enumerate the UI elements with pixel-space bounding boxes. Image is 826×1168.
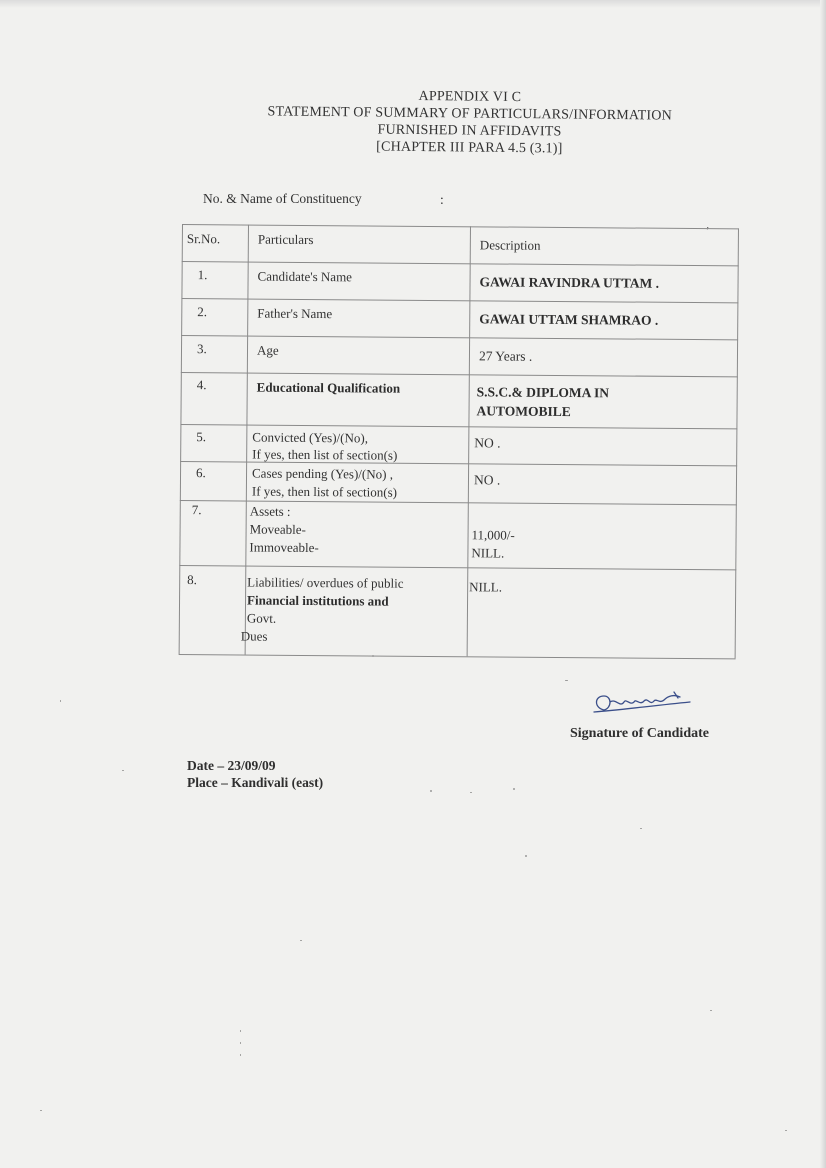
scan-speck — [240, 1042, 241, 1044]
scan-edge-right — [820, 0, 826, 1168]
particular-label: Father's Name — [257, 305, 333, 322]
particular-label: Educational Qualification — [256, 379, 401, 396]
scan-speck — [40, 1110, 42, 1111]
scan-speck — [300, 940, 302, 941]
constituency-label: No. & Name of Constituency — [203, 191, 362, 206]
scan-speck — [565, 680, 568, 681]
particular-label: Immoveable- — [249, 539, 319, 556]
moveable-assets-value: 11,000/- — [471, 527, 515, 543]
sr-number: 5. — [196, 429, 207, 445]
scan-speck — [60, 700, 61, 702]
particular-label: Age — [256, 342, 279, 358]
scan-speck — [785, 1130, 787, 1131]
sr-number: 2. — [197, 304, 208, 320]
header-sr-no: Sr.No. — [186, 231, 221, 247]
scan-speck — [430, 790, 432, 792]
heading-appendix: APPENDIX VI C — [418, 88, 522, 106]
particular-label: Govt. — [246, 610, 277, 626]
particular-label: Convicted (Yes)/(No), — [252, 429, 369, 446]
father-name-value: GAWAI UTTAM SHAMRAO . — [479, 311, 659, 328]
footer-block — [187, 757, 323, 791]
age-value: 27 Years . — [478, 348, 533, 364]
qualification-value-line2: AUTOMOBILE — [476, 403, 571, 420]
scan-speck — [640, 828, 642, 829]
heading-chapter: [CHAPTER III PARA 4.5 (3.1)] — [376, 139, 563, 157]
sr-number: 8. — [187, 572, 198, 588]
scan-speck — [372, 655, 374, 657]
date-text: Date – 23/09/09 — [187, 758, 276, 773]
scan-speck — [470, 792, 472, 793]
heading-statement: STATEMENT OF SUMMARY OF PARTICULARS/INFORMATION — [267, 104, 673, 124]
particular-label: Dues — [240, 628, 268, 644]
liabilities-value: NILL. — [469, 579, 503, 595]
scan-speck — [513, 788, 515, 790]
particular-label: Cases pending (Yes)/(No) , — [251, 465, 394, 482]
sr-number: 6. — [195, 465, 206, 481]
candidate-signature — [590, 688, 700, 718]
constituency-field — [203, 191, 444, 207]
signature-label: Signature of Candidate — [570, 726, 709, 741]
scan-speck — [525, 855, 527, 857]
constituency-colon: : — [440, 192, 444, 207]
particular-label: Moveable- — [249, 521, 306, 537]
particular-label: Assets : — [249, 503, 291, 519]
document-heading — [229, 86, 710, 159]
sr-number: 7. — [191, 502, 202, 518]
particular-label: If yes, then list of section(s) — [251, 483, 398, 500]
particular-label: Liabilities/ overdues of public — [247, 574, 404, 591]
particular-label: Candidate's Name — [257, 268, 353, 285]
convicted-value: NO . — [474, 435, 501, 451]
heading-furnished: FURNISHED IN AFFIDAVITS — [377, 122, 562, 140]
sr-number: 3. — [196, 341, 207, 357]
immoveable-assets-value: NILL. — [471, 545, 505, 561]
scan-edge-top — [0, 0, 826, 8]
particulars-table — [179, 224, 739, 658]
scan-speck — [240, 1054, 241, 1056]
sr-number: 1. — [197, 267, 208, 283]
sr-number: 4. — [196, 377, 207, 393]
candidate-name-value: GAWAI RAVINDRA UTTAM . — [479, 274, 660, 291]
scan-speck — [240, 1030, 241, 1032]
cases-pending-value: NO . — [473, 472, 501, 488]
header-particulars: Particulars — [257, 231, 314, 248]
header-description: Description — [479, 237, 541, 253]
scan-speck — [122, 770, 124, 771]
scan-speck — [710, 1010, 712, 1011]
particular-label: If yes, then list of section(s) — [252, 446, 398, 463]
particular-label: Financial institutions and — [246, 592, 389, 609]
stray-mark: ’ — [706, 226, 710, 237]
qualification-value-line1: S.S.C.& DIPLOMA IN — [476, 384, 610, 401]
place-text: Place – Kandivali (east) — [187, 775, 324, 790]
